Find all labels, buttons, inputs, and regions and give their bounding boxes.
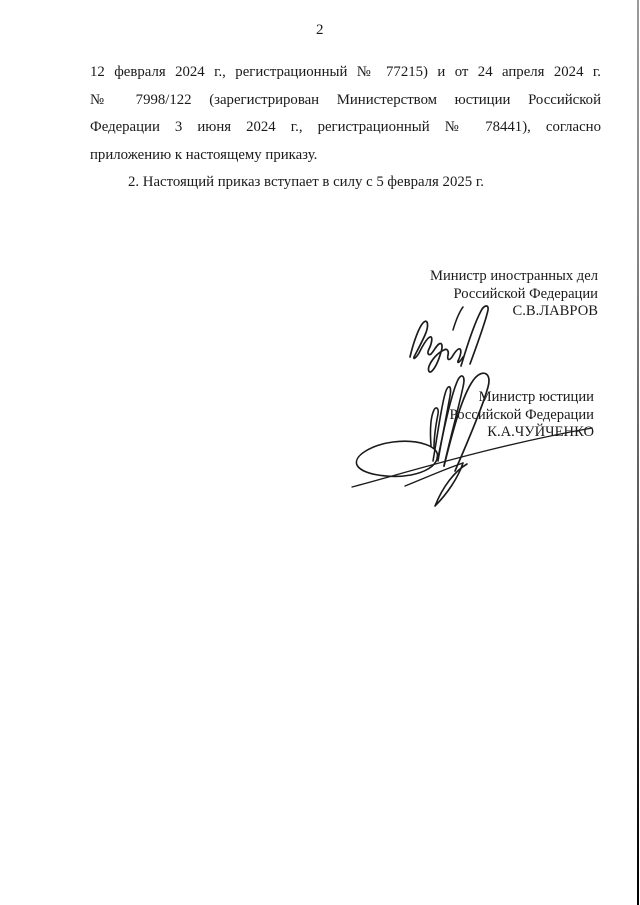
document-body: [90, 59, 601, 197]
body-line: 12 февраля 2024 г., регистрационный № 77215) и от 24 апреля 2024 г.: [90, 64, 601, 80]
body-line: № 7998/122 (зарегистрирован Министерством юстиции Российской: [90, 91, 601, 108]
body-line: Федерации 3 июня 2024 г., регистрационный № 78441), согласно: [90, 119, 601, 135]
signer-title-line: Российской Федерации: [453, 285, 598, 302]
body-paragraph-2: 2. Настоящий приказ вступает в силу с 5 февраля 2025 г.: [128, 174, 484, 190]
signer-title-line: Министр иностранных дел: [429, 268, 598, 284]
scan-edge-line: [637, 0, 639, 905]
signer-title-line: Российской Федерации: [449, 406, 594, 423]
signer-name: К.А.ЧУЙЧЕНКО: [487, 424, 594, 441]
signer-name: С.В.ЛАВРОВ: [512, 303, 598, 320]
page-number: 2: [316, 22, 324, 38]
signature-block-foreign-minister: [430, 268, 598, 321]
signer-title-line: Министр юстиции: [478, 389, 594, 405]
body-line: приложению к настоящему приказу.: [90, 146, 318, 163]
signature-block-justice-minister: [450, 389, 595, 442]
